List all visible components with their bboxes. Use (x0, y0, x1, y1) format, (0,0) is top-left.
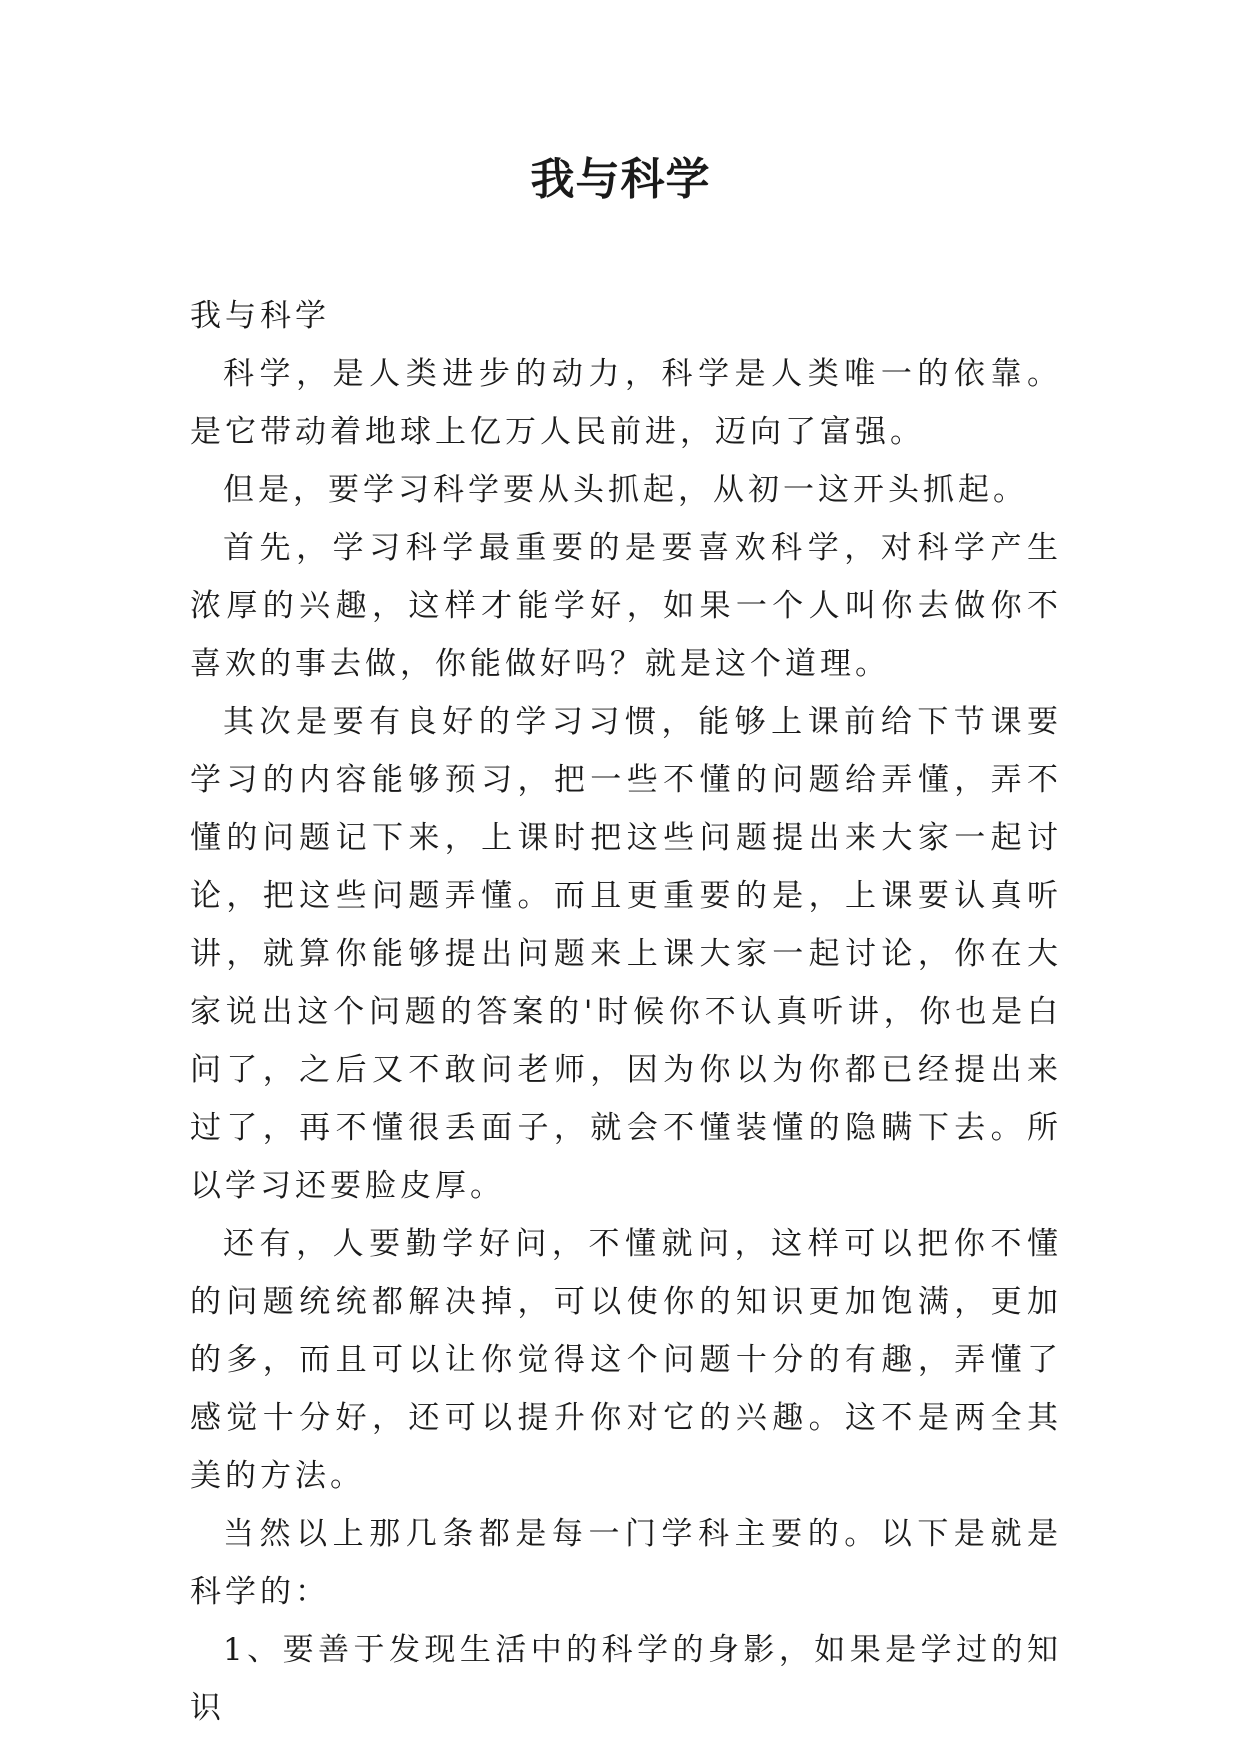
paragraph: 科学，是人类进步的动力，科学是人类唯一的依靠。是它带动着地球上亿万人民前进，迈向了富强。 (190, 356, 1062, 450)
paragraph: 还有，人要勤学好问，不懂就问，这样可以把你不懂的问题统统都解决掉，可以使你的知识更加饱满，更加的多，而且可以让你觉得这个问题十分的有趣，弄懂了感觉十分好，还可以提升你对它的兴趣。这不是两全其美的方法。 (190, 1226, 1062, 1494)
section-heading: 我与科学 (190, 298, 330, 334)
list-item: 1、要善于发现生活中的科学的身影，如果是学过的知识 (190, 1632, 1062, 1726)
paragraph: 但是，要学习科学要从头抓起，从初一这开头抓起。 (223, 472, 1028, 508)
paragraph: 当然以上那几条都是每一门学科主要的。以下是就是科学的： (190, 1516, 1062, 1610)
document-title: 我与科学 (530, 154, 711, 205)
paragraph: 首先，学习科学最重要的是要喜欢科学，对科学产生浓厚的兴趣，这样才能学好，如果一个人叫你去做你不喜欢的事去做，你能做好吗？就是这个道理。 (190, 530, 1062, 682)
document-body (190, 287, 1062, 1737)
paragraph: 其次是要有良好的学习习惯，能够上课前给下节课要学习的内容能够预习，把一些不懂的问题给弄懂，弄不懂的问题记下来，上课时把这些问题提出来大家一起讨论，把这些问题弄懂。而且更重要的是，上课要认真听讲，就算你能够提出问题来上课大家一起讨论，你在大家说出这个问题的答案的'时候你不认真听讲，你也是白问了，之后又不敢问老师，因为你以为你都已经提出来过了，再不懂很丢面子，就会不懂装懂的隐瞒下去。所以学习还要脸皮厚。 (190, 704, 1062, 1204)
